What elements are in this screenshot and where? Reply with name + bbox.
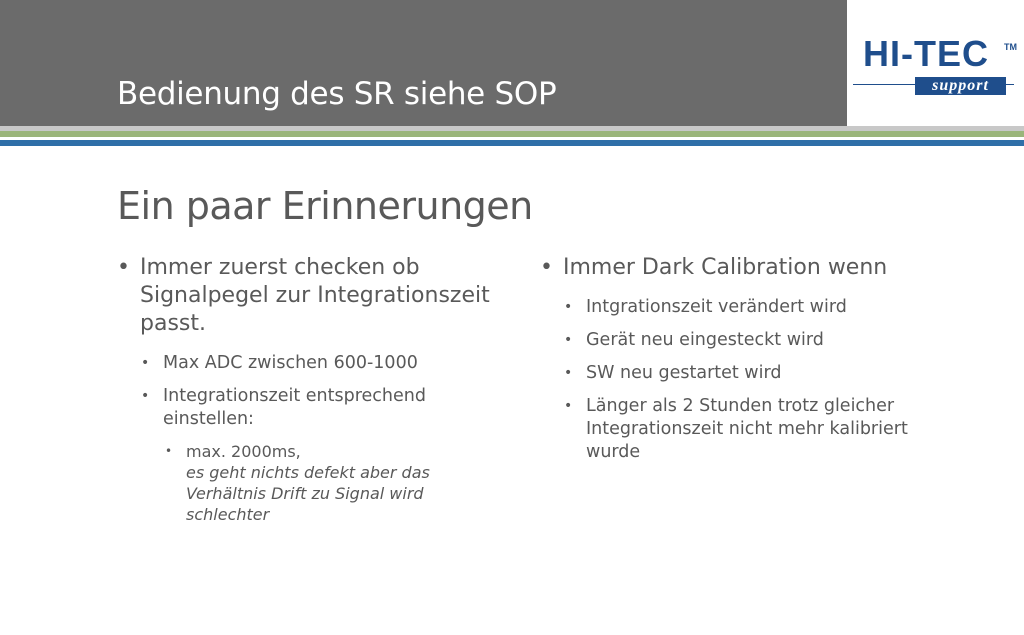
logo-rule-right xyxy=(1006,84,1014,85)
bullet-text: Max ADC zwischen 600-1000 xyxy=(163,353,418,373)
bullet-icon: • xyxy=(564,332,573,348)
bullet-text: max. 2000ms, xyxy=(186,442,301,461)
bullet-text: Immer zuerst checken ob Signalpegel zur Integrationszeit passt. xyxy=(140,255,490,336)
bullet-text: SW neu gestartet wird xyxy=(586,363,782,383)
slide-header-title: Bedienung des SR siehe SOP xyxy=(117,76,557,112)
sub-bullet-item xyxy=(540,329,920,352)
bullet-item xyxy=(117,254,497,338)
bullet-text: Intgrationszeit verändert wird xyxy=(586,297,847,317)
logo-rule-left xyxy=(853,84,915,85)
bullet-icon: • xyxy=(165,444,173,458)
bullet-icon: • xyxy=(141,388,150,404)
bullet-icon: • xyxy=(564,365,573,381)
left-column xyxy=(117,254,497,531)
bullet-icon: • xyxy=(117,255,130,280)
logo-wordmark: HI-TEC xyxy=(863,33,989,74)
bullet-text-italic: es geht nichts defekt aber das Verhältnis Drift zu Signal wird schlechter xyxy=(186,463,430,524)
bullet-text: Gerät neu eingesteckt wird xyxy=(586,330,824,350)
content-title: Ein paar Erinnerungen xyxy=(117,184,533,228)
bullet-text: Integrationszeit entsprechend einstellen: xyxy=(163,386,426,429)
header-bar xyxy=(0,0,847,126)
logo-trademark: TM xyxy=(1004,42,1017,52)
divider-stripe-blue xyxy=(0,140,1024,146)
bullet-icon: • xyxy=(540,255,553,280)
sub-bullet-item xyxy=(117,385,497,431)
bullet-icon: • xyxy=(564,398,573,414)
right-column xyxy=(540,254,920,474)
bullet-item xyxy=(540,254,920,282)
bullet-icon: • xyxy=(141,355,150,371)
sub-bullet-item xyxy=(540,362,920,385)
hitec-logo xyxy=(847,0,1024,126)
sub-bullet-item xyxy=(540,395,920,464)
sub-bullet-item xyxy=(540,296,920,319)
sub-sub-bullet-item xyxy=(117,441,497,525)
bullet-text: Immer Dark Calibration wenn xyxy=(563,255,888,280)
bullet-text: Länger als 2 Stunden trotz gleicher Integrationszeit nicht mehr kalibriert wurde xyxy=(586,396,908,462)
bullet-icon: • xyxy=(564,299,573,315)
sub-bullet-item xyxy=(117,352,497,375)
logo-support-tag: support xyxy=(915,77,1006,95)
